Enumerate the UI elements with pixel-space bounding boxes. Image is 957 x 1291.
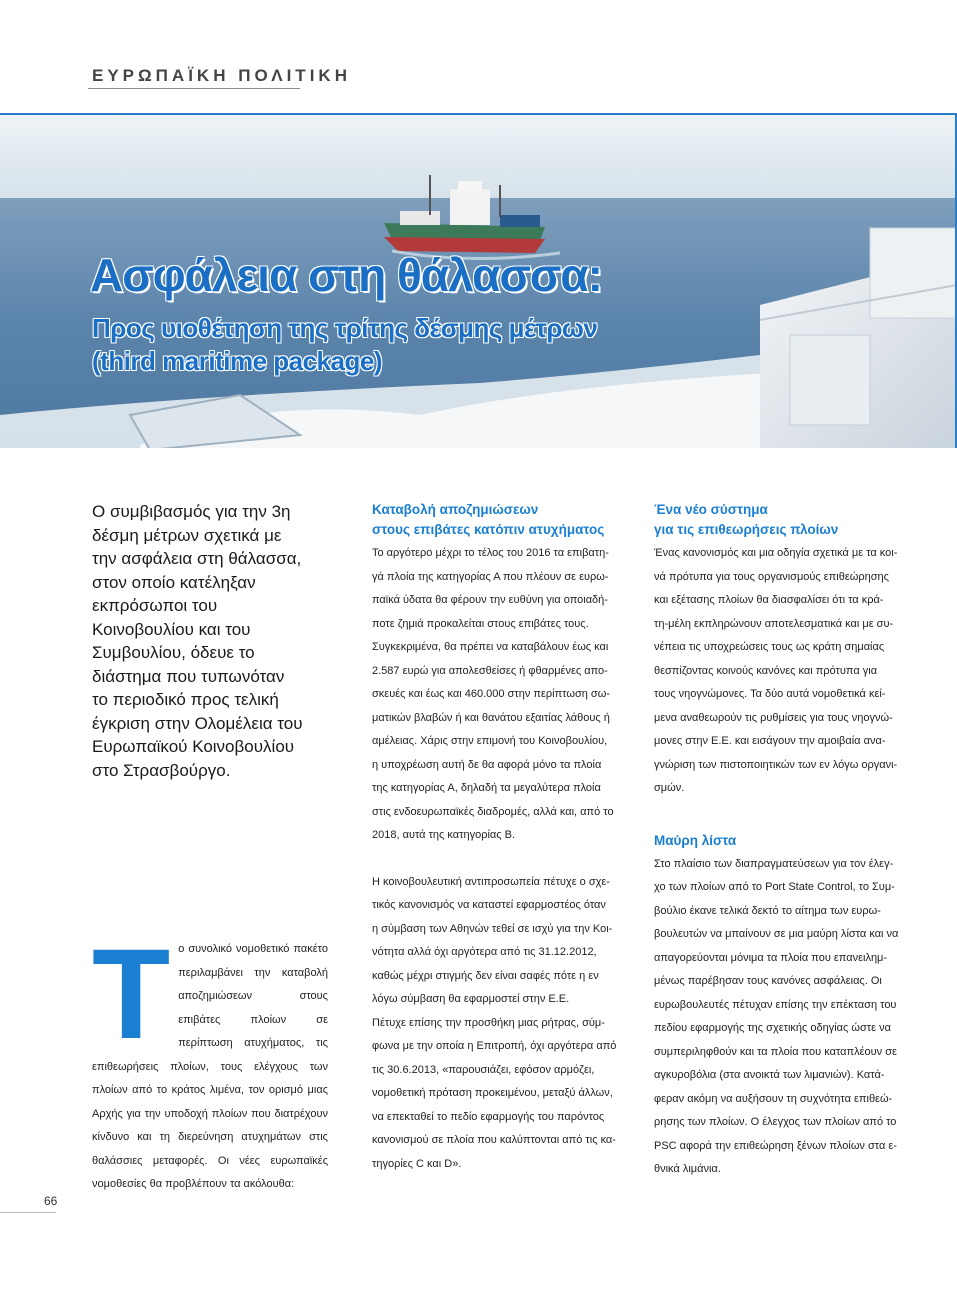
section-label: ΕΥΡΩΠΑΪΚΗ ΠΟΛΙΤΙΚΗ bbox=[92, 66, 351, 85]
col3-line: αγκυροβόλια (στα ανοικτά των λιμανιών). Κατά- bbox=[654, 1069, 885, 1081]
col2-line: λόγω σύμβαση θα εφαρμοστεί στην Ε.Ε. bbox=[372, 993, 570, 1005]
col2-line: στις ενδοευρωπαϊκές διαδρομές, αλλά και, από το bbox=[372, 805, 614, 818]
intro-line: διάστημα που τυπωνόταν bbox=[92, 666, 285, 686]
col2-line: σκευές και έως και 460.000 στην περίπτωση σω- bbox=[372, 688, 610, 700]
col3-line: Ένας κανονισμός και μια οδηγία σχετικά με τα κοι- bbox=[654, 547, 898, 559]
intro-line: το περιοδικό προς τελική bbox=[92, 690, 279, 709]
col3-line: ευρωβουλευτές πέτυχαν επίσης την επέκταση του bbox=[654, 998, 897, 1011]
col2-line: η υποχρέωση αυτή δε θα αφορά μόνο τα πλοία bbox=[372, 758, 602, 771]
heading-compensation-2: στους επιβάτες κατόπιν ατυχήματος bbox=[372, 522, 605, 537]
page-rule bbox=[0, 1212, 56, 1213]
col3-line: βουλευτών να μπαίνουν σε μια μαύρη λίστα και να bbox=[654, 928, 899, 940]
col3-line: Στο πλαίσιο των διαπραγματεύσεων για τον έλεγ- bbox=[654, 857, 894, 870]
col2-line: γά πλοία της κατηγορίας Α που πλέουν σε ευρω- bbox=[372, 570, 609, 583]
col3-line: χο των πλοίων από το Port State Control, το Συμ- bbox=[654, 881, 895, 893]
intro-line: δέσμη μέτρων σχετικά με bbox=[92, 525, 282, 545]
col2-line: αμέλειας. Χάρις στην επιμονή του Κοινοβουλίου, bbox=[372, 735, 608, 747]
col2-line: φωνα με την οποία η Επιτροπή, όχι αργότερα από bbox=[372, 1040, 617, 1052]
col2-line: νομοθετική πρόταση προκειμένου, μεταξύ άλλων, bbox=[372, 1087, 613, 1099]
col2-line: Η κοινοβουλευτική αντιπροσωπεία πέτυχε ο σχε- bbox=[372, 875, 610, 888]
col3-line: γνώριση των πιστοποιητικών των εν λόγω οργανι- bbox=[654, 758, 898, 771]
col2-line: 2.587 ευρώ για απολεσθείσες ή φθαρμένες απο- bbox=[372, 664, 608, 677]
col3-line: μένως παρέβησαν τους κανόνες ασφάλειας. Οι bbox=[654, 975, 882, 987]
col2-line: Συγκεκριμένα, θα πρέπει να καταβάλουν έως και bbox=[372, 641, 609, 653]
col3-line: μονες στην Ε.Ε. και εισάγουν την αμοιβαία ανα- bbox=[654, 735, 886, 747]
col2-line: Πέτυχε επίσης την προσθήκη μιας ρήτρας, σύμ- bbox=[372, 1016, 605, 1029]
col2-line: να επεκταθεί το πεδίο εφαρμογής του παρόντος bbox=[372, 1110, 605, 1123]
intro-line: Κοινοβουλίου και του bbox=[92, 619, 251, 639]
col3-line: βούλιο έκανε τελικά δεκτό το αίτημα των ευρω- bbox=[654, 904, 881, 917]
heading-compensation: Καταβολή αποζημιώσεων bbox=[372, 502, 539, 517]
intro-line: στον οποίο κατέληξαν bbox=[92, 572, 256, 592]
column-3 bbox=[654, 500, 904, 1182]
section-rule bbox=[88, 88, 300, 89]
intro-line: Ο συμβιβασμός για την 3η bbox=[92, 502, 291, 521]
col3-line: τη-μέλη εκπληρώνουν αποτελεσματικά και με συ- bbox=[654, 617, 894, 630]
col2-line: ποτε ζημιά προκαλείται στους επιβάτες τους. bbox=[372, 617, 589, 630]
intro-line: στο Στρασβούργο. bbox=[92, 760, 231, 780]
col2-line: Το αργότερο μέχρι το τέλος του 2016 τα επιβατη- bbox=[372, 547, 609, 559]
col3-line: PSC αφορά την επιθεώρηση ξένων πλοίων στα ε- bbox=[654, 1139, 897, 1152]
col3-line: ρησης των πλοίων. Ο έλεγχος των πλοίων από το bbox=[654, 1116, 897, 1128]
intro-paragraph bbox=[92, 500, 332, 782]
col3-line: και εξέτασης πλοίων θα διασφαλίσει ότι τα κρά- bbox=[654, 594, 884, 606]
page-number: 66 bbox=[44, 1194, 58, 1208]
col2-line: η σύμβαση των Αθηνών τεθεί σε ισχύ για την Κοι- bbox=[372, 922, 613, 935]
intro-line: Ευρωπαϊκού Κοινοβουλίου bbox=[92, 737, 295, 756]
col2-line: τικός κανονισμός να καταστεί εφαρμοστέος όταν bbox=[372, 899, 606, 911]
col3-line: νά πρότυπα για τους οργανισμούς επιθεώρησης bbox=[654, 570, 889, 583]
intro-line: Συμβουλίου, όδευε το bbox=[92, 643, 255, 662]
intro-line: εκπρόσωποι του bbox=[92, 596, 218, 615]
intro-line: την ασφάλεια στη θάλασσα, bbox=[92, 549, 302, 568]
col2-line: 2018, αυτά της κατηγορίας Β. bbox=[372, 829, 515, 841]
article-subtitle-2: (third maritime package) bbox=[92, 346, 382, 376]
col3-line: θεσπίζοντας κοινούς κανόνες και πρότυπα για bbox=[654, 664, 878, 677]
col3-line: απαγορεύονται μόνιμα τα πλοία που επανειλημ- bbox=[654, 951, 888, 964]
col3-line: συμπεριληφθούν και τα πλοία που καταπλέουν σε bbox=[654, 1045, 897, 1058]
heading-blacklist: Μαύρη λίστα bbox=[654, 832, 737, 848]
intro-line: έγκριση στην Ολομέλεια του bbox=[92, 713, 303, 733]
article-subtitle-1: Προς υιοθέτηση της τρίτης δέσμης μέτρων bbox=[92, 313, 598, 343]
col2-line: καθώς μέχρι στιγμής δεν είναι σαφές πότε η εν bbox=[372, 969, 599, 982]
heading-inspection: Ένα νέο σύστημα bbox=[654, 502, 768, 517]
col2-line: της κατηγορίας Α, δηλαδή τα μεγαλύτερα πλοία bbox=[372, 782, 601, 794]
col2-line: νότητα αλλά όχι αργότερα από τις 31.12.2012, bbox=[372, 946, 597, 958]
column-1-body bbox=[92, 923, 328, 1197]
col2-line: παϊκά ύδατα θα φέρουν την ευθύνη για οποιαδή- bbox=[372, 594, 608, 606]
col2-line: τηγορίες C και D». bbox=[372, 1157, 462, 1170]
col2-line: κανονισμού σε πλοία που καλύπτονται από τις κα- bbox=[372, 1134, 616, 1146]
col3-line: σμών. bbox=[654, 782, 685, 794]
col2-line: τις 30.6.2013, «παρουσιάζει, εφόσον αρμόζει, bbox=[372, 1063, 595, 1076]
col3-line: νέπεια τις υποχρεώσεις τους ως κράτη σημαίας bbox=[654, 641, 885, 653]
heading-inspection-2: για τις επιθεωρήσεις πλοίων bbox=[654, 522, 839, 537]
column-2 bbox=[372, 500, 620, 1176]
col3-line: μενα αναθεωρούν τις ρυθμίσεις για τους νηογνώ- bbox=[654, 711, 893, 724]
column-1-text: ο συνολικό νομοθετικό πακέτο περιλαμβάνει την καταβολή αποζημιώσεων στους επιβάτες πλοίων σε περίπτωση ατυχήματος, τις επιθεωρήσεις πλοίων, τους ελέγχους των πλοίων από το κράτος λιμένα, τον ορισμό μιας Αρχής για την υποδοχή πλοίων που διατρέχουν κίνδυνο και τη διερεύνηση ατυχημάτων στις θαλάσσιες μεταφορές. Οι νέες ευρωπαϊκές νομοθεσίες θα προβλέπουν τα ακόλουθα: bbox=[92, 943, 328, 1190]
col3-line: φεραν ακόμη να αυξήσουν τη συχνότητα επιθεώ- bbox=[654, 1092, 893, 1105]
drop-cap: T bbox=[92, 923, 171, 1066]
col2-line: ματικών βλαβών ή και θανάτου εξαιτίας λάθους ή bbox=[372, 711, 610, 724]
article-title: Ασφάλεια στη θάλασσα: bbox=[90, 249, 602, 301]
col3-line: πεδίου εφαρμογής της σχετικής οδηγίας ώστε να bbox=[654, 1022, 891, 1034]
col3-line: θνικά λιμάνια. bbox=[654, 1163, 721, 1175]
col3-line: τους νηογνώμονες. Τα δύο αυτά νομοθετικά κεί- bbox=[654, 688, 886, 700]
